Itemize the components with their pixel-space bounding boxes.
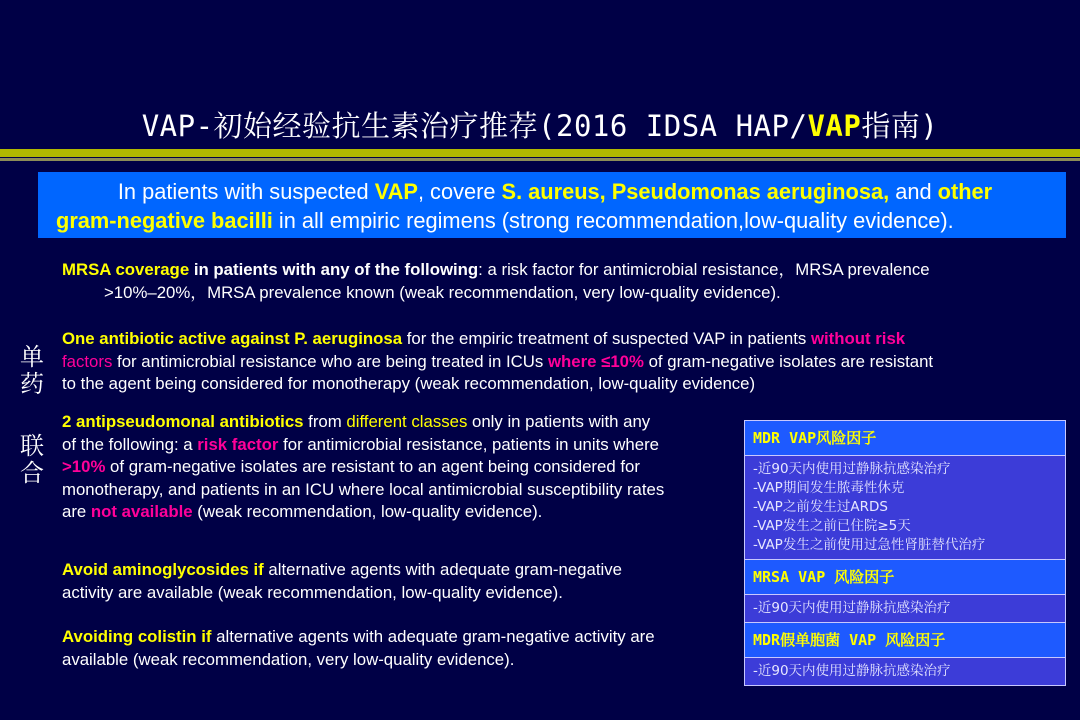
monotherapy-side-label: 单 药	[20, 343, 44, 398]
aminoglycosides-paragraph: Avoid aminoglycosides if alternative agents with adequate gram-negative activity are available (weak recommendation, low-quality evidence).	[62, 560, 622, 602]
monotherapy-paragraph: One antibiotic active against P. aeruginosa for the empiric treatment of suspected VAP in patients without risk factors for antimicrobial resistance who are being treated in ICUs where ≤10% of gram-negative isolates are resistant to the agent being considered for monotherapy (weak recommendation, low-quality evidence)	[62, 329, 934, 393]
mdr-vap-risk-header: MDR VAP风险因子	[745, 421, 1065, 456]
list-item: -VAP发生之前已住院≥5天	[753, 518, 911, 534]
list-item: -近90天内使用过静脉抗感染治疗	[753, 600, 951, 616]
slide-title: VAP-初始经验抗生素治疗推荐(2016 IDSA HAP/VAP指南)	[141, 109, 939, 143]
risk-factor-table	[744, 420, 1066, 686]
colistin-paragraph: Avoiding colistin if alternative agents with adequate gram-negative activity are available (weak recommendation, very low-quality evidence).	[62, 627, 655, 669]
empiric-coverage-box: In patients with suspected VAP, covere S. aureus, Pseudomonas aeruginosa, and other gram-negative bacilli in all empiric regimens (strong recommendation,low-quality evidence).	[38, 172, 1066, 238]
mdr-pseudomonas-risk-header: MDR假单胞菌 VAP 风险因子	[745, 623, 1065, 658]
list-item: -VAP之前发生过ARDS	[753, 499, 888, 515]
list-item: -VAP期间发生脓毒性休克	[753, 480, 905, 496]
mrsa-vap-risk-list	[745, 595, 1065, 623]
list-item: -近90天内使用过静脉抗感染治疗	[753, 663, 951, 679]
combination-paragraph: 2 antipseudomonal antibiotics from different classes only in patients with any of the following: a risk factor for antimicrobial resistance, patients in units where >10% of gram-negative isolates are resistant to an agent being considered for monotherapy, and patients in an ICU where local antimicrobial susceptibility rates are not available (weak recommendation, low-quality evidence).	[62, 412, 665, 521]
title-divider-thin	[0, 158, 1080, 161]
list-item: -近90天内使用过静脉抗感染治疗	[753, 461, 951, 477]
list-item: -VAP发生之前使用过急性肾脏替代治疗	[753, 537, 986, 553]
mdr-pseudomonas-risk-list	[745, 658, 1065, 685]
combination-side-label: 联 合	[20, 432, 44, 487]
mrsa-coverage-paragraph: MRSA coverage in patients with any of the following: a risk factor for antimicrobial resistance，MRSA prevalence >10%–20%，MRSA prevalence known (weak recommendation, very low-quality evidence).	[62, 260, 930, 302]
mdr-vap-risk-list	[745, 456, 1065, 560]
title-divider	[0, 149, 1080, 157]
mrsa-vap-risk-header: MRSA VAP 风险因子	[745, 560, 1065, 595]
